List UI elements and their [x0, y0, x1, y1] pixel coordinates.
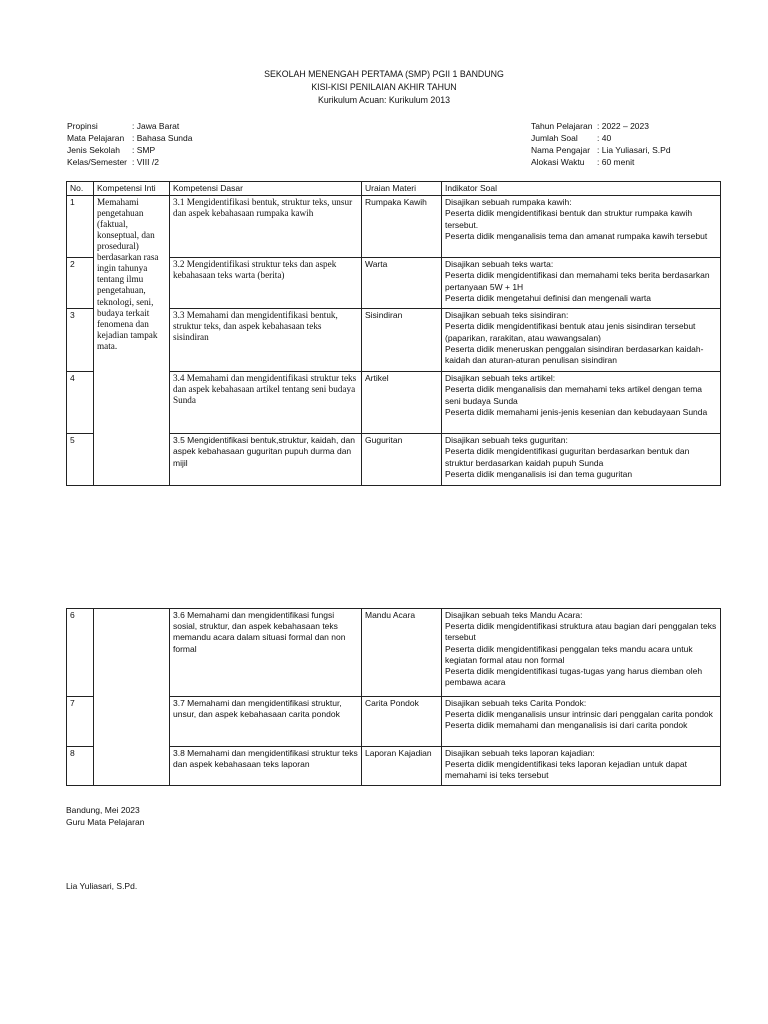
- row-number: 8: [67, 747, 94, 786]
- meta-key: Jenis Sekolah: [67, 145, 120, 156]
- meta-row: [67, 144, 193, 156]
- indikator-cell: [442, 697, 721, 747]
- indikator-line: Disajikan sebuah teks guguritan:: [445, 435, 568, 446]
- kompetensi-dasar-cell: 3.6 Memahami dan mengidentifikasi fungsi sosial, struktur, dan aspek kebahasaan teks memandu acara dalam situasi formal dan non formal: [170, 609, 362, 697]
- indikator-line: Peserta didik mengidentifikasi teks laporan kejadian untuk dapat memahami isi teks tersebut: [445, 759, 687, 781]
- row-number: 1: [67, 196, 94, 258]
- kompetensi-dasar-cell: 3.3 Memahami dan mengidentifikasi bentuk, struktur teks, dan aspek kebahasaan teks sisindiran: [170, 309, 362, 372]
- indikator-cell: [442, 372, 721, 434]
- meta-key: Kelas/Semester: [67, 157, 127, 168]
- kompetensi-dasar-cell: 3.4 Memahami dan mengidentifikasi struktur teks dan aspek kebahasaan artikel tentang seni budaya Sunda: [170, 372, 362, 434]
- uraian-materi-cell: Artikel: [362, 372, 442, 434]
- indikator-line: Disajikan sebuah rumpaka kawih:: [445, 197, 572, 208]
- indikator-cell: [442, 196, 721, 258]
- uraian-materi-cell: Guguritan: [362, 434, 442, 486]
- uraian-materi-cell: Rumpaka Kawih: [362, 196, 442, 258]
- indikator-line: Peserta didik mengidentifikasi struktura atau bagian dari penggalan teks tersebut: [445, 621, 717, 643]
- row-number: 6: [67, 609, 94, 697]
- column-header: Kompetensi Dasar: [170, 182, 362, 196]
- indikator-cell: [442, 309, 721, 372]
- meta-row: [67, 156, 193, 168]
- meta-key: Nama Pengajar: [531, 145, 591, 156]
- column-header: Indikator Soal: [442, 182, 721, 196]
- row-number: 7: [67, 697, 94, 747]
- row-number: 5: [67, 434, 94, 486]
- indikator-line: Peserta didik menganalisis dan memahami teks artikel dengan tema seni budaya Sunda: [445, 384, 703, 406]
- uraian-materi-cell: Mandu Acara: [362, 609, 442, 697]
- indikator-line: Disajikan sebuah teks Mandu Acara:: [445, 610, 583, 620]
- indikator-line: Peserta didik meneruskan penggalan sisindiran berdasarkan kaidah-kaidah dan aturan-aturan penulisan sisindiran: [445, 343, 704, 366]
- meta-key: Jumlah Soal: [531, 133, 578, 144]
- indikator-cell: [442, 258, 721, 309]
- signature-block: [66, 804, 144, 829]
- indikator-line: Peserta didik menganalisis tema dan amanat rumpaka kawih tersebut: [445, 230, 708, 241]
- indikator-line: Disajikan sebuah teks laporan kajadian:: [445, 748, 595, 758]
- meta-value: : Jawa Barat: [132, 121, 180, 131]
- signer-role: Guru Mata Pelajaran: [66, 817, 145, 828]
- indikator-cell: [442, 609, 721, 697]
- row-number: 3: [67, 309, 94, 372]
- meta-value: : Lia Yuliasari, S.Pd: [597, 145, 671, 156]
- uraian-materi-cell: Carita Pondok: [362, 697, 442, 747]
- kisi-kisi-table: [66, 181, 721, 486]
- indikator-line: Peserta didik mengidentifikasi bentuk dan struktur rumpaka kawih tersebut.: [445, 208, 693, 230]
- indikator-line: Peserta didik mengidentifikasi tugas-tugas yang harus diemban oleh pembawa acara: [445, 666, 703, 688]
- meta-row: [67, 132, 193, 144]
- meta-key: Propinsi: [67, 121, 98, 131]
- meta-value: : SMP: [132, 145, 156, 156]
- indikator-line: Peserta didik mengidentifikasi dan memahami teks berita berdasarkan pertanyaan 5W + 1H: [445, 270, 710, 292]
- meta-row: [67, 120, 193, 132]
- meta-right: [531, 120, 671, 168]
- meta-value: : Bahasa Sunda: [132, 133, 193, 144]
- meta-row: [531, 144, 671, 156]
- indikator-line: Peserta didik menganalisis isi dan tema guguritan: [445, 468, 633, 479]
- uraian-materi-cell: Warta: [362, 258, 442, 309]
- indikator-line: Peserta didik memahami jenis-jenis kesenian dan kebudayaan Sunda: [445, 406, 708, 417]
- meta-key: Tahun Pelajaran: [531, 121, 593, 131]
- document-title: KISI-KISI PENILAIAN AKHIR TAHUN: [311, 81, 457, 92]
- indikator-line: Peserta didik mengidentifikasi guguritan berdasarkan bentuk dan struktur berdasarkan kaidah pupuh Sunda: [445, 446, 690, 468]
- kisi-kisi-table-continued: [66, 608, 721, 786]
- row-number: 2: [67, 258, 94, 309]
- meta-key: Mata Pelajaran: [67, 133, 125, 144]
- indikator-line: Disajikan sebuah teks Carita Pondok:: [445, 698, 587, 708]
- meta-value: : 60 menit: [597, 157, 635, 168]
- indikator-line: Peserta didik mengidentifikasi bentuk atau jenis sisindiran tersebut (paparikan, rarakitan, atau wawangsalan): [445, 321, 696, 343]
- column-header: Kompetensi Inti: [94, 182, 170, 196]
- meta-value: : 40: [597, 133, 612, 144]
- kompetensi-dasar-cell: 3.7 Memahami dan mengidentifikasi struktur, unsur, dan aspek kebahasaan carita pondok: [170, 697, 362, 747]
- table-row: [67, 609, 721, 697]
- document-header: [0, 68, 768, 106]
- indikator-line: Disajikan sebuah teks artikel:: [445, 373, 556, 384]
- uraian-materi-cell: Laporan Kajadian: [362, 747, 442, 786]
- meta-row: [531, 132, 671, 144]
- school-name: SEKOLAH MENENGAH PERTAMA (SMP) PGII 1 BANDUNG: [264, 69, 504, 79]
- indikator-line: Peserta didik mengetahui definisi dan mengenali warta: [445, 292, 652, 303]
- indikator-line: Peserta didik mengidentifikasi penggalan teks mandu acara untuk kegiatan formal atau non formal: [445, 643, 693, 665]
- indikator-cell: [442, 747, 721, 786]
- meta-value: : 2022 – 2023: [597, 121, 649, 131]
- signature-name-block: [66, 880, 137, 892]
- kompetensi-dasar-cell: 3.8 Memahami dan mengidentifikasi struktur teks dan aspek kebahasaan teks laporan: [170, 747, 362, 786]
- meta-left: [67, 120, 193, 168]
- indikator-cell: [442, 434, 721, 486]
- indikator-line: Peserta didik memahami dan menganalisis isi dari carita pondok: [445, 720, 688, 731]
- kompetensi-dasar-cell: 3.1 Mengidentifikasi bentuk, struktur teks, unsur dan aspek kebahasaan rumpaka kawih: [170, 196, 362, 258]
- table-header-row: [67, 182, 721, 196]
- column-header: Uraian Materi: [362, 182, 442, 196]
- meta-row: [531, 156, 671, 168]
- indikator-line: Peserta didik menganalisis unsur intrinsic dari penggalan carita pondok: [445, 709, 713, 720]
- kompetensi-inti-cell: Memahami pengetahuan (faktual, konseptual, dan prosedural) berdasarkan rasa ingin tahunya tentang ilmu pengetahuan, teknologi, seni, budaya terkait fenomena dan kejadian tampak mata.: [94, 196, 170, 486]
- indikator-line: Disajikan sebuah teks warta:: [445, 259, 554, 270]
- uraian-materi-cell: Sisindiran: [362, 309, 442, 372]
- kompetensi-inti-cell-empty: [94, 609, 170, 786]
- kompetensi-dasar-cell: 3.2 Mengidentifikasi struktur teks dan aspek kebahasaan teks warta (berita): [170, 258, 362, 309]
- column-header: No.: [67, 182, 94, 196]
- kompetensi-dasar-cell: 3.5 Mengidentifikasi bentuk,struktur, kaidah, dan aspek kebahasaan guguritan pupuh durma dan mijil: [170, 434, 362, 486]
- curriculum-line: Kurikulum Acuan: Kurikulum 2013: [317, 94, 451, 105]
- indikator-line: Disajikan sebuah teks sisindiran:: [445, 310, 569, 321]
- row-number: 4: [67, 372, 94, 434]
- place-date: Bandung, Mei 2023: [66, 805, 140, 815]
- signer-name: Lia Yuliasari, S.Pd.: [66, 881, 138, 891]
- meta-row: [531, 120, 671, 132]
- table-row: [67, 196, 721, 258]
- meta-value: : VIII /2: [132, 157, 159, 168]
- meta-key: Alokasi Waktu: [531, 157, 585, 168]
